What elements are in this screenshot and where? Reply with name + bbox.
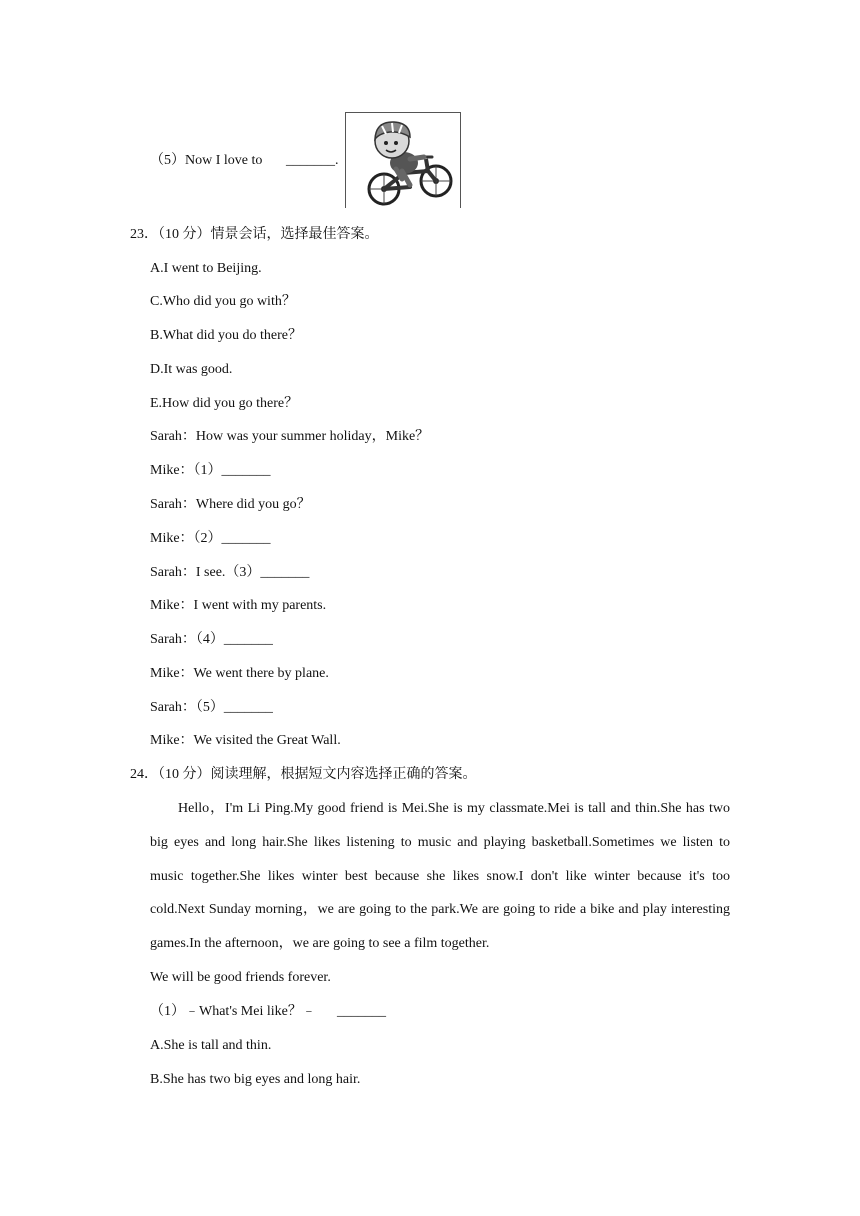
q23-dialogue-line: Mike：We visited the Great Wall. [150, 733, 341, 748]
q23-header: 23．（10 分）情景会话，选择最佳答案。 [130, 227, 379, 242]
q23-dialogue-line: Sarah：Where did you go？ [150, 497, 311, 512]
q23-dialogue-line: Mike：We went there by plane. [150, 666, 329, 681]
q23-dialogue-line: Mike：（2）_______ [150, 531, 271, 546]
boy-riding-bike-image [345, 112, 461, 208]
q22-item5-blank: _______. [286, 153, 339, 168]
q23-dialogue-line: Sarah：I see.（3）_______ [150, 565, 310, 580]
q24-option-a: A.She is tall and thin. [150, 1038, 272, 1053]
boy-riding-bike-icon [346, 113, 461, 208]
q22-item5-text: （5）Now I love to [150, 153, 263, 168]
q23-option-b: B.What did you do there？ [150, 328, 303, 343]
q24-passage: Hello，I'm Li Ping.My good friend is Mei.She is my classmate.Mei is tall and thin.She has two big eyes and long hair.She likes listening to music and playing basketball.Sometimes we listen to music together.She likes winter best because she likes snow.I don't like winter because it's too cold.Next Sunday morning，we are going to the park.We are going to ride a bike and play interesting games.In the afternoon，we are going to see a film together. [150, 801, 730, 952]
q24-question-1-blank: _______ [337, 1004, 386, 1019]
q24-header: 24．（10 分）阅读理解，根据短文内容选择正确的答案。 [130, 767, 477, 782]
q23-option-e: E.How did you go there？ [150, 396, 299, 411]
q23-dialogue-line: Mike：（1）_______ [150, 463, 271, 478]
q23-dialogue-line: Sarah：（4）_______ [150, 632, 273, 647]
q24-closing: We will be good friends forever. [150, 970, 331, 985]
q24-question-1: （1）﹣What's Mei like？﹣ [150, 1004, 316, 1019]
q23-option-d: D.It was good. [150, 362, 233, 377]
q23-dialogue-line: Mike：I went with my parents. [150, 598, 327, 613]
q23-option-a: A.I went to Beijing. [150, 261, 262, 276]
q23-dialogue-line: Sarah：How was your summer holiday，Mike？ [150, 429, 430, 444]
q24-option-b: B.She has two big eyes and long hair. [150, 1072, 361, 1087]
q23-dialogue-line: Sarah：（5）_______ [150, 700, 273, 715]
q23-option-c: C.Who did you go with？ [150, 294, 296, 309]
